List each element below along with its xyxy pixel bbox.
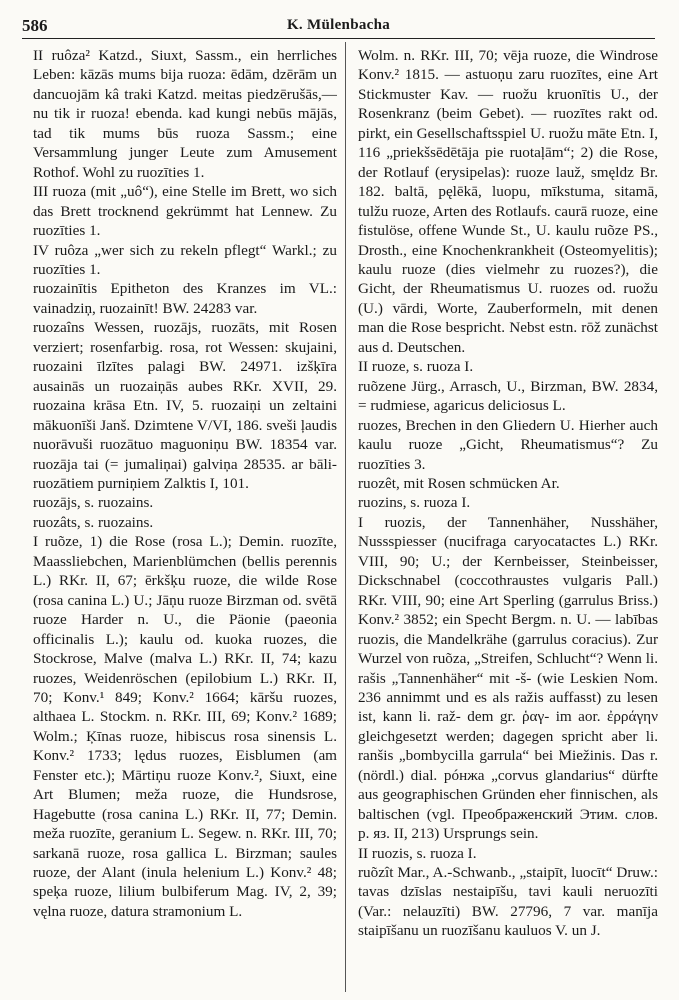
entry-ruoze-ii: II ruoze, s. ruoza I. xyxy=(358,358,474,376)
entry-ruoze-i: I ruõze, 1) die Rose (rosa L.); Demin. ruozīte, Maassliebchen, Marienblümchen (bellis perennis L.) RKr. II, 67; ērkšķu ruoze, die wilde Rose (rosa canina L.) U.; Jāņu ruoze Birzman od. svētā ruoze Harder n. U., die Päonie (paeonia officinalis L.); kaulu od. kuoka ruozes, die Stockrose, Malve (malva L.) RKr. II, 74; kazu ruozes, Weidenröschen (epilobium L.) RKr. II, 70; Konv.¹ 849; Konv.² 1664; kāršu ruozes, althaea L. Stockm. n. RKr. III, 69; Konv.² 1689; Wolm.; Ķīnas ruoze, hibiscus rosa sinensis L. Konv.² 1733; lędus ruozes, Eisblumen (am Fenster etc.); Mārtiņu ruoze Konv.², Siuxt, eine Art Blumen; meža ruoze, die Hundsrose, Hagebutte (rosa canina L.) RKr. II, 77; Demin. meža ruozīte, geranium L. Segew. n. RKr. III, 70; sarkanā ruoze, rosa gallica L. Birzman; saules ruoze, der Alant (inula helenium L.) Konv.² 48; speķa ruoze, lilium bulbiferum Mag. IV, 2, 39; vęlna ruoze, datura stramonium L. xyxy=(33,533,337,920)
entry-ruozis-ii: II ruozis, s. ruoza I. xyxy=(358,844,477,862)
entry-ruozats: ruozâts, s. ruozains. xyxy=(33,513,154,531)
entry-ruozit: ruõzît Mar., A.-Schwanb., „staipīt, luocīt“ Druw.: tavas dzīslas nestaipīšu, tavi kauli neruozīti (Var.: nelauzīti) BW. 27796, 7 var. manīja staipīšanu un ruozīšanu kauluos V. un J. xyxy=(358,864,658,940)
entry-ruoza-iv: IV ruôza „wer sich zu rekeln pflegt“ Warkl.; zu ruozīties 1. xyxy=(33,241,337,278)
entry-ruozet: ruozêt, mit Rosen schmücken Ar. xyxy=(358,474,560,492)
column-divider xyxy=(345,42,346,992)
running-head: K. Mülenbacha xyxy=(286,17,391,33)
entry-ruozes: ruozes, Brechen in den Gliedern U. Hierher auch kaulu ruoze „Gicht, Rheumatismus“? Zu ruozīties 3. xyxy=(358,416,658,473)
right-column xyxy=(358,46,658,996)
entry-ruozis-i: I ruozis, der Tannenhäher, Nusshäher, Nussspiesser (nucifraga caryocatactes L.) RKr. VIII, 90; U.; der Kernbeisser, Steinbeisser, Dickschnabel (coccothraustes vulgaris Pall.) RKr. VIII, 90; eine Art Sperling (garrulus Briss.) Konv.² 3852; ein Specht Bergm. n. U. — labības ruozis, die Mandelkrähe (garrulus coracius). Zur Wurzel von ruõza, „Streifen, Schlucht“? Wenn li. rašis „Tannenhäher“ mit -š- (wie Leskien Nom. 236 annimmt und es als ražis auffasst) zu lesen ist, kann li. raž- dem gr. ῥαγ- im aor. ἐρράγην gleichgesetzt werden; dagegen spricht aber li. ranšis „bombycilla garrula“ bei Miežinis. Das r. (nördl.) dial. рóнжа „corvus glandarius“ dürfte aus geographischen Gründen eher finnischen, als baltischen (vgl. Преображенский Этим. слов. р. яз. II, 213) Ursprungs sein. xyxy=(358,513,658,843)
entry-ruozains: ruozaîns Wessen, ruozājs, ruozāts, mit Rosen verziert; rosenfarbig. rosa, rot Wessen: skujaini, ruozaini īlzītes palagi BW. 24971. izšķīra ausainās un ruozaiņās aubes RKr. XVII, 29. ruozaina krāsa Etn. IV, 5. ruozaiņi un zeltaini mākuonīši Janš. Dzimtene V/VI, 186. sveši ļaudis nuorāvuši ruozātuo maguoniņu BW. 18354 var. ruozāja tai (= jumaliņai) galviņa 28535. ar bāli-ruozātiem purniņiem Zalktis I, 101. xyxy=(33,319,337,492)
page-header xyxy=(22,12,655,39)
entry-ruoza-ii: II ruôza² Katzd., Siuxt, Sassm., ein herrliches Leben: kāzās mums bija ruoza: ēdām, dzērām un dancuojām kâ traki Katzd. meitas piedzērušās,— nu tik ir ruoza! ebenda. kad kungi nebūs mājās, tad tik mums būs ruoza Sassm.; eine Versammlung junger Leute zum Amusement Rothof. Wohl zu ruozīties 1. xyxy=(33,47,337,181)
page-number: 586 xyxy=(22,16,48,35)
entry-ruoze-i-continued: Wolm. n. RKr. III, 70; vēja ruoze, die Windrose Konv.² 1815. — astuoņu zaru ruozītes, eine Art Stickmuster Kav. — ruožu kruonītis U., der Rosenkranz (beim Gebet). — ruozītes rakt od. pirkt, ein Gesellschaftsspiel U. ruožu māte Etn. I, 116 „priekšsēdētāja pie ruotaļām“; 2) die Rose, der Rotlauf (erysipelas): ruoze lauž, smęldz Br. 182. baltā, pęlēkā, luopu, mīkstuma, sitamā, tulžu ruoze, Arten des Rotlaufs. caurā ruoze, eine fistulöse, offene Wunde St., U. kaulu ruõze PS., Drosth., eine Knochenkrankheit (Osteomyelitis); kaulu ruoze (dies vielmehr zu ruozes?), die Gicht, der Rheumatismus U. ruozes od. ruožu (U.) vārdi, Worte, Zauberformeln, mit denen man die Rose bespricht. Nebst estn. rōž zunächst aus d. Deutschen. xyxy=(358,47,658,356)
entry-ruozajs: ruozājs, s. ruozains. xyxy=(33,494,154,512)
entry-ruoza-iii: III ruoza (mit „uô“), eine Stelle im Brett, wo sich das Brett trocknend gekrümmt hat Lennew. Zu ruozīties 1. xyxy=(33,183,337,240)
entry-ruozins: ruozins, s. ruoza I. xyxy=(358,494,471,512)
left-column xyxy=(33,46,337,996)
entry-ruozainitis: ruozainītis Epitheton des Kranzes im VL.: vainadziņ, ruozainīt! BW. 24283 var. xyxy=(33,280,337,317)
entry-ruozene: ruõzene Jürg., Arrasch, U., Birzman, BW. 2834, = rudmiese, agaricus deliciosus L. xyxy=(358,377,658,415)
